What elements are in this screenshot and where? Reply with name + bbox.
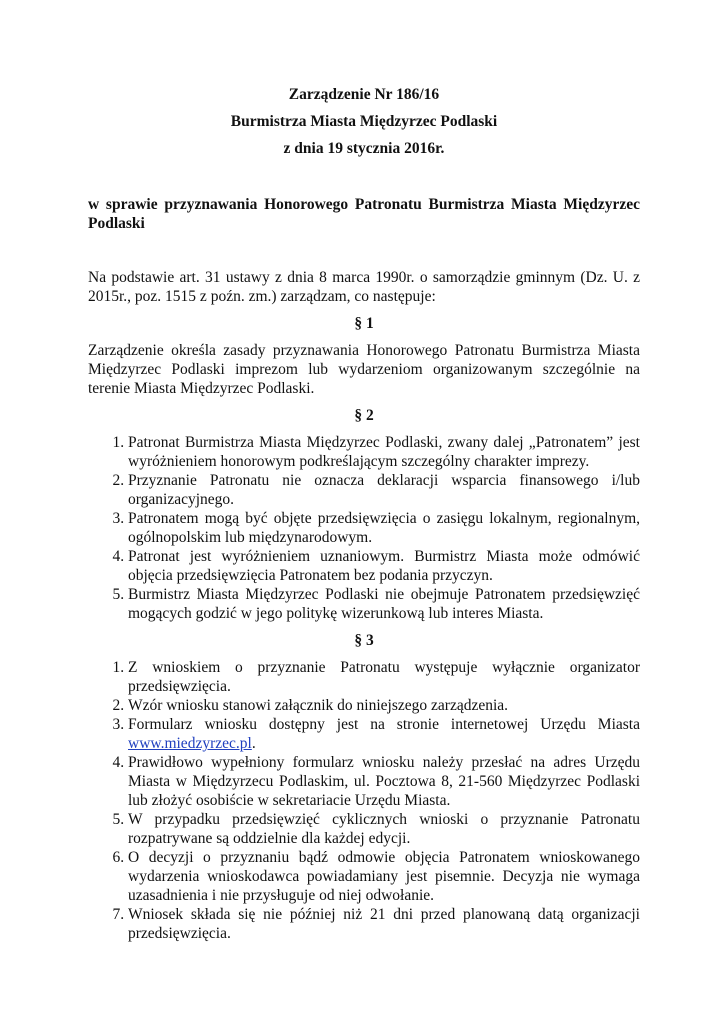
section-heading-2: § 2 (354, 407, 374, 424)
link-suffix: . (251, 735, 256, 752)
document-content (88, 85, 640, 943)
list-item: 3. Patronatem mogą być objęte przedsięwzięcia o zasięgu lokalnym, regionalnym, ogólnopolskim lub międzynarodowym. (128, 509, 640, 547)
list-item: 5. Burmistrz Miasta Międzyrzec Podlaski nie obejmuje Patronatem przedsięwzięć mogących godzić w jego politykę wizerunkową lub interes Miasta. (128, 585, 640, 623)
section-3-list (88, 658, 640, 943)
section-2-list (88, 433, 640, 623)
list-item (128, 715, 640, 753)
list-item: 2. Wzór wniosku stanowi załącznik do niniejszego zarządzenia. (128, 696, 640, 715)
list-item: 6. O decyzji o przyznaniu bądź odmowie objęcia Patronatem wnioskowanego wydarzenia wnioskodawca powiadamiany jest pisemnie. Decyzja nie wymaga uzasadnienia i nie przysługuje od niej odwołanie. (128, 848, 640, 905)
list-item: 4. Patronat jest wyróżnieniem uznaniowym. Burmistrz Miasta może odmówić objęcia przedsięwzięcia Patronatem bez podania przyczyn. (128, 547, 640, 585)
document-date: z dnia 19 stycznia 2016r. (283, 140, 445, 157)
list-item-text: Formularz wniosku dostępny jest na stronie internetowej Urzędu Miasta (128, 716, 640, 733)
document-issuer: Burmistrza Miasta Międzyrzec Podlaski (230, 113, 498, 130)
list-item: 1. Patronat Burmistrza Miasta Międzyrzec Podlaski, zwany dalej „Patronatem” jest wyróżnieniem honorowym podkreślającym szczególny charakter imprezy. (128, 433, 640, 471)
section-heading-3: § 3 (354, 632, 374, 649)
document-subject: w sprawie przyznawania Honorowego Patronatu Burmistrza Miasta Międzyrzec Podlaski (88, 196, 640, 232)
list-item: 1. Z wnioskiem o przyznanie Patronatu występuje wyłącznie organizator przedsięwzięcia. (128, 658, 640, 696)
list-item: 5. W przypadku przedsięwzięć cyklicznych wnioski o przyznanie Patronatu rozpatrywane są oddzielnie dla każdej edycji. (128, 810, 640, 848)
website-link[interactable]: www.miedzyrzec.pl (128, 735, 252, 752)
list-item: 2. Przyznanie Patronatu nie oznacza deklaracji wsparcia finansowego i/lub organizacyjnego. (128, 471, 640, 509)
section-1-text: Zarządzenie określa zasady przyznawania Honorowego Patronatu Burmistrza Miasta Międzyrzec Podlaski imprezom lub wydarzeniom organizowanym szczególnie na terenie Miasta Międzyrzec Podlaski. (88, 342, 640, 397)
legal-basis: Na podstawie art. 31 ustawy z dnia 8 marca 1990r. o samorządzie gminnym (Dz. U. z 2015r., poz. 1515 z poźn. zm.) zarządzam, co następuje: (88, 269, 640, 305)
section-heading-1: § 1 (354, 315, 374, 332)
document-title: Zarządzenie Nr 186/16 (288, 86, 440, 103)
list-item: 7. Wniosek składa się nie później niż 21 dni przed planowaną datą organizacji przedsięwzięcia. (128, 905, 640, 943)
list-item: 4. Prawidłowo wypełniony formularz wniosku należy przesłać na adres Urzędu Miasta w Międzyrzecu Podlaskim, ul. Pocztowa 8, 21-560 Międzyrzec Podlaski lub złożyć osobiście w sekretariacie Urzędu Miasta. (128, 753, 640, 810)
